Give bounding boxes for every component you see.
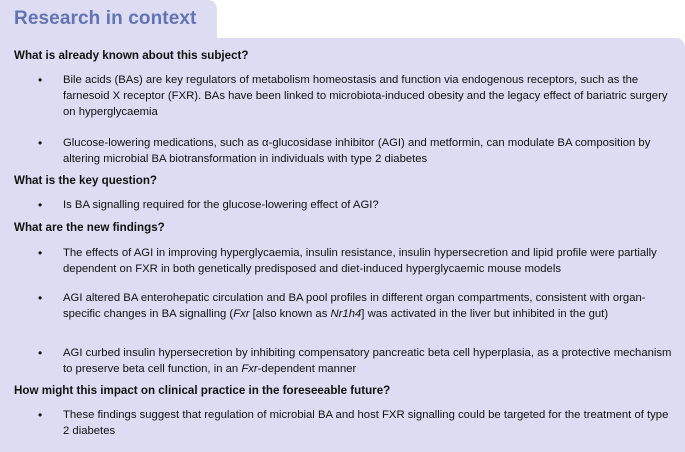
panel-title: Research in context bbox=[14, 8, 197, 29]
section-question: What are the new findings? bbox=[14, 221, 165, 234]
bullet-icon: • bbox=[38, 246, 43, 260]
section-question: How might this impact on clinical practice in the foreseeable future? bbox=[14, 384, 391, 397]
section-question: What is the key question? bbox=[14, 174, 158, 187]
list-item-text: The effects of AGI in improving hyperglycaemia, insulin resistance, insulin hypersecretion and lipid profile were partially dependent on FXR in both genetically predisposed and diet-induced hyperglycaemic mouse models bbox=[63, 247, 657, 275]
list-item-text: These findings suggest that regulation of microbial BA and host FXR signalling could be targeted for the treatment of type 2 diabetes bbox=[63, 409, 669, 437]
bullet-icon: • bbox=[38, 136, 43, 150]
list-item-text: AGI curbed insulin hypersecretion by inhibiting compensatory pancreatic beta cell hyperplasia, as a protective mechanism to preserve beta cell function, in an Fxr-dependent manner bbox=[63, 347, 672, 375]
list-item-text: AGI altered BA enterohepatic circulation and BA pool profiles in different organ compartments, consistent with organ-specific changes in BA signalling (Fxr [also known as Nr1h4] was activated in the liver but inhibited in the gut) bbox=[63, 292, 646, 320]
panel-header-tab bbox=[0, 0, 217, 38]
list-item-text: Is BA signalling required for the glucose-lowering effect of AGI? bbox=[63, 199, 379, 211]
section-question: What is already known about this subject? bbox=[14, 49, 249, 62]
bullet-icon: • bbox=[38, 73, 43, 87]
list-item-text: Glucose-lowering medications, such as α-glucosidase inhibitor (AGI) and metformin, can modulate BA composition by altering microbial BA biotransformation in individuals with type 2 diabetes bbox=[63, 137, 651, 165]
bullet-icon: • bbox=[38, 198, 43, 212]
bullet-icon: • bbox=[38, 408, 43, 422]
list-item-text: Bile acids (BAs) are key regulators of metabolism homeostasis and function via endogenous receptors, such as the farnesoid X receptor (FXR). BAs have been linked to microbiota-induced obesity and the legacy effect of bariatric surgery on hyperglycaemia bbox=[63, 74, 668, 118]
bullet-icon: • bbox=[38, 346, 43, 360]
bullet-icon: • bbox=[38, 291, 43, 305]
